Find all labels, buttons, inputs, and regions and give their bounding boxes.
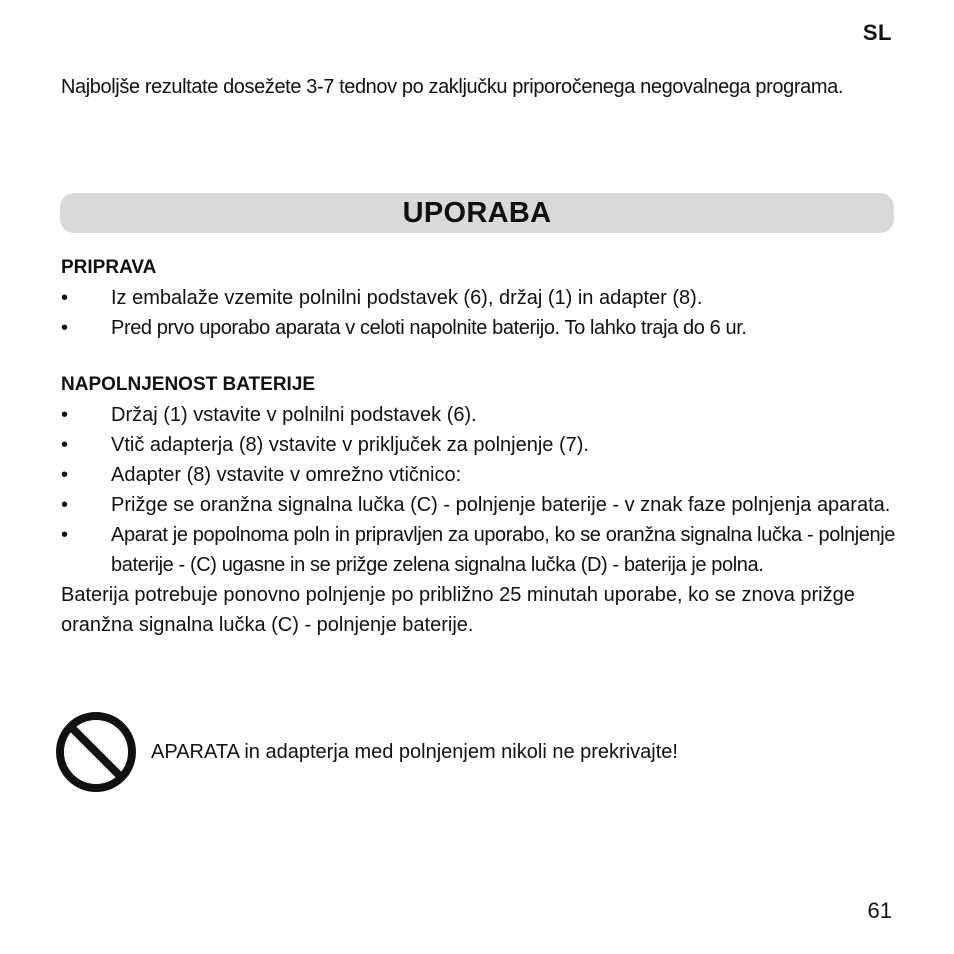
section-title: UPORABA	[402, 196, 552, 229]
bullet-icon: •	[61, 317, 68, 339]
list-item	[61, 520, 895, 580]
list-item	[61, 313, 895, 343]
bullet-icon: •	[61, 434, 69, 456]
prohibited-icon	[54, 710, 138, 794]
page-number: 61	[867, 898, 892, 923]
warning-text: APARATA in adapterja med polnjenjem nikoli ne prekrivajte!	[151, 741, 678, 763]
language-code: SL	[862, 20, 892, 45]
charging-note: Baterija potrebuje ponovno polnjenje po približno 25 minutah uporabe, ko se znova prižge oranžna signalna lučka (C) - polnjenje baterije.	[61, 584, 855, 636]
list-item-text: Iz embalaže vzemite polnilni podstavek (6), držaj (1) in adapter (8).	[111, 287, 703, 309]
charging-list	[61, 400, 895, 580]
list-item-text: Pred prvo uporabo aparata v celoti napolnite baterijo. To lahko traja do 6 ur.	[111, 317, 747, 339]
list-item-text: Adapter (8) vstavite v omrežno vtičnico:	[111, 464, 462, 486]
intro-paragraph: Najboljše rezultate dosežete 3-7 tednov po zaključku priporočenega negovalnega programa.	[61, 76, 843, 98]
main-content	[61, 253, 895, 640]
bullet-icon: •	[61, 494, 69, 516]
bullet-icon: •	[61, 464, 69, 486]
list-item	[61, 490, 895, 520]
warning-box	[54, 710, 894, 794]
list-item	[61, 430, 895, 460]
preparation-heading: PRIPRAVA	[61, 257, 157, 278]
preparation-list	[61, 283, 895, 343]
list-item-text: Aparat je popolnoma poln in pripravljen za uporabo, ko se oranžna signalna lučka - polnjenje baterije - (C) ugasne in se prižge zelena signalna lučka (D) - baterija je polna.	[111, 524, 895, 576]
list-item	[61, 283, 895, 313]
section-header-bar	[60, 193, 894, 233]
list-item-text: Vtič adapterja (8) vstavite v priključek za polnjenje (7).	[111, 434, 589, 456]
list-item-text: Držaj (1) vstavite v polnilni podstavek (6).	[111, 404, 477, 426]
list-item	[61, 400, 895, 430]
bullet-icon: •	[61, 404, 69, 426]
bullet-icon: •	[61, 524, 68, 546]
list-item-text: Prižge se oranžna signalna lučka (C) - polnjenje baterije - v znak faze polnjenja aparata.	[111, 494, 891, 516]
bullet-icon: •	[61, 287, 69, 309]
charging-heading: NAPOLNJENOST BATERIJE	[61, 374, 316, 395]
list-item	[61, 460, 895, 490]
